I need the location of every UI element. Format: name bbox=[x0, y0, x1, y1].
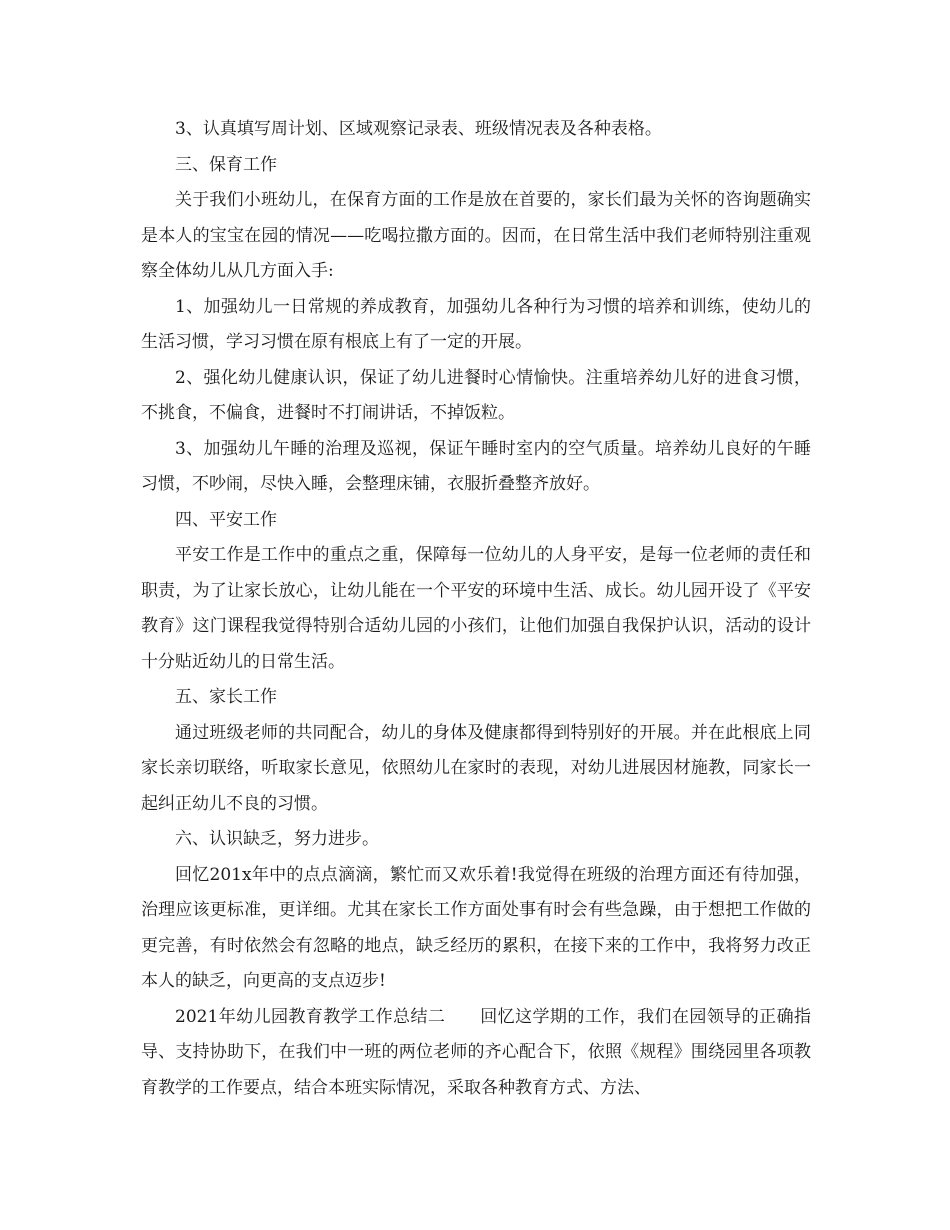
document-body bbox=[141, 112, 811, 1106]
heading-childcare-work: 三、保育工作 bbox=[175, 154, 277, 175]
paragraph-parent-work: 通过班级老师的共同配合，幼儿的身体及健康都得到特别好的开展。并在此根底上同家长亲切联络，听取家长意见，依照幼儿在家时的表现，对幼儿进展因材施教，同家长一起纠正幼儿不良的习惯。 bbox=[141, 722, 811, 814]
heading-parent-work: 五、家长工作 bbox=[175, 687, 277, 707]
heading-safety-work: 四、平安工作 bbox=[175, 509, 277, 530]
paragraph-childcare-item-3: 3、加强幼儿午睡的治理及巡视，保证午睡时室内的空气质量。培养幼儿良好的午睡习惯，不吵闹，尽快入睡，会整理床铺，衣服折叠整齐放好。 bbox=[141, 438, 811, 494]
paragraph-childcare-item-2: 2、强化幼儿健康认识，保证了幼儿进餐时心情愉快。注重培养幼儿好的进食习惯，不挑食，不偏食，进餐时不打闹讲话，不掉饭粒。 bbox=[141, 367, 811, 423]
paragraph-summary-two: 2021年幼儿园教育教学工作总结二 回忆这学期的工作，我们在园领导的正确指导、支持协助下，在我们中一班的两位老师的齐心配合下，依照《规程》围绕园里各项教育教学的工作要点，结合本班实际情况，采取各种教育方式、方法、 bbox=[141, 1006, 811, 1098]
paragraph-childcare-item-1: 1、加强幼儿一日常规的养成教育，加强幼儿各种行为习惯的培养和训练，使幼儿的生活习惯，学习习惯在原有根底上有了一定的开展。 bbox=[141, 296, 811, 352]
paragraph-review: 回忆201x年中的点点滴滴，繁忙而又欢乐着!我觉得在班级的治理方面还有待加强，治理应该更标准，更详细。尤其在家长工作方面处事有时会有些急躁，由于想把工作做的更完善，有时依然会有忽略的地点，缺乏经历的累积，在接下来的工作中，我将努力改正本人的缺乏，向更高的支点迈步! bbox=[141, 864, 811, 991]
paragraph-childcare-intro: 关于我们小班幼儿，在保育方面的工作是放在首要的，家长们最为关怀的咨询题确实是本人的宝宝在园的情况——吃喝拉撒方面的。因而，在日常生活中我们老师特别注重观察全体幼儿从几方面入手: bbox=[141, 190, 811, 281]
heading-shortcomings: 六、认识缺乏，努力进步。 bbox=[175, 829, 379, 849]
paragraph-safety-work: 平安工作是工作中的重点之重，保障每一位幼儿的人身平安，是每一位老师的责任和职责，为了让家长放心，让幼儿能在一个平安的环境中生活、成长。幼儿园开设了《平安教育》这门课程我觉得特别合适幼儿园的小孩们，让他们加强自我保护认识，活动的设计十分贴近幼儿的日常生活。 bbox=[141, 545, 811, 672]
paragraph-item-3-forms: 3、认真填写周计划、区域观察记录表、班级情况表及各种表格。 bbox=[175, 119, 662, 139]
